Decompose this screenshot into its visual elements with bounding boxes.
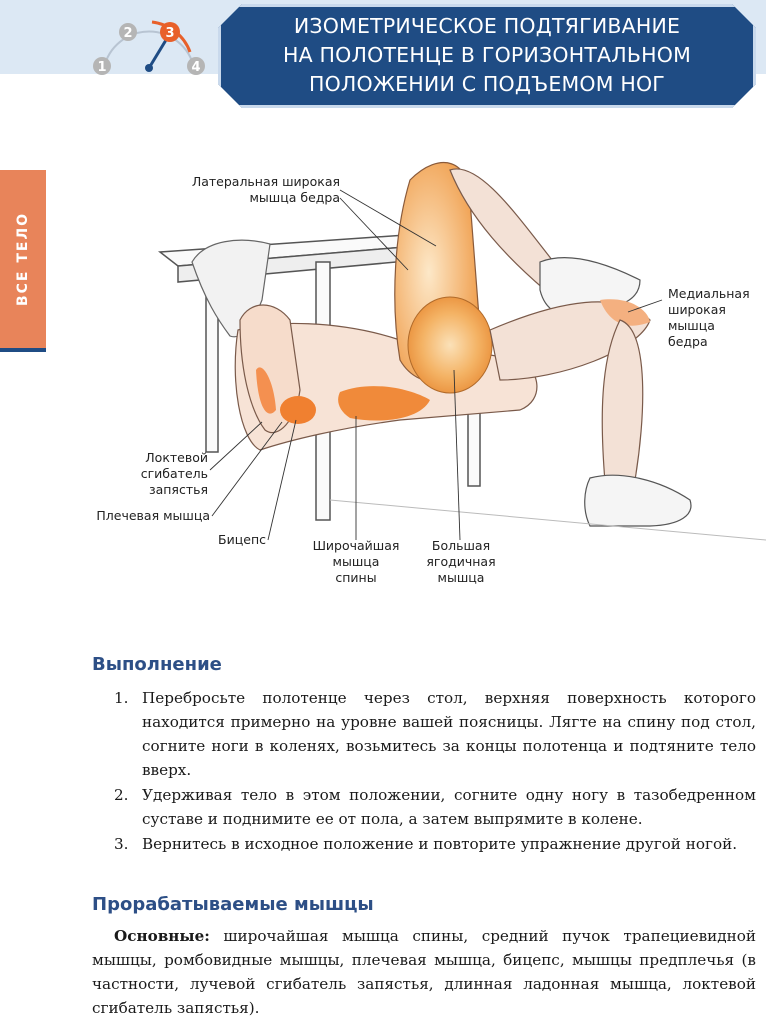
main-muscles-text: широчайшая мышца спины, средний пучок трапециевидной мышцы, ромбовидные мышцы, плечевая мышца, бицепс, мышцы предплечья (в частности, лучевой сгибатель запястья, длинная ладонная мышца, локтевой сгибатель запястья). <box>92 927 756 1017</box>
label-glute-line-1: Большая <box>431 538 491 553</box>
main-muscles-label: Основные: <box>114 927 210 945</box>
label-lat-line-3: спины <box>335 570 377 585</box>
label-flexor-line-3: запястья <box>148 482 208 497</box>
muscles-heading: Прорабатываемые мышцы <box>92 894 374 915</box>
level-4-label: 4 <box>191 60 201 75</box>
label-glute-line-2: ягодичная <box>426 554 496 569</box>
execution-heading: Выполнение <box>92 654 222 675</box>
label-vastus-lateralis <box>150 174 340 206</box>
title-line-2: НА ПОЛОТЕНЦЕ В ГОРИЗОНТАЛЬНОМ <box>282 43 691 67</box>
label-vastus-lateralis-line-1: Латеральная широкая <box>191 174 340 189</box>
label-flexor-line-1: Локтевой <box>145 450 208 465</box>
label-flexor-carpi-ulnaris <box>100 450 208 498</box>
label-gluteus-maximus <box>416 538 506 586</box>
label-latissimus-dorsi <box>306 538 406 586</box>
label-vastus-medialis <box>668 286 750 350</box>
level-3-label: 3 <box>165 26 175 41</box>
label-brachialis <box>60 508 210 524</box>
step-text: Перебросьте полотенце через стол, верхняя поверхность которого находится примерно на уровне вашей поясницы. Лягте на спину под стол, согните ноги в коленях, возьмитесь за концы полотенца и подтяните тело вверх. <box>142 689 756 779</box>
level-1-icon <box>93 57 111 75</box>
step-number: 2. <box>114 786 129 804</box>
title-line-3: ПОЛОЖЕНИИ С ПОДЪЕМОМ НОГ <box>308 72 666 96</box>
label-vastus-lateralis-line-2: мышца бедра <box>249 190 340 205</box>
step-item <box>92 686 756 782</box>
step-item <box>92 783 756 831</box>
gauge-needle <box>149 40 166 68</box>
label-biceps-line-1: Бицепс <box>218 532 266 547</box>
step-text: Удерживая тело в этом положении, согните одну ногу в тазобедренном суставе и поднимите ее от пола, а затем выпрямите в колене. <box>142 786 756 828</box>
level-2-label: 2 <box>123 26 133 41</box>
label-vastus-medialis-line-1: Медиальная <box>668 286 750 301</box>
label-lat-line-1: Широчайшая <box>312 538 400 553</box>
step-number: 1. <box>114 689 129 707</box>
label-biceps <box>180 532 266 548</box>
biceps-highlight <box>280 396 316 424</box>
level-2-icon <box>119 23 137 41</box>
difficulty-gauge <box>90 18 208 80</box>
label-vastus-medialis-line-3: мышца <box>668 318 715 333</box>
title-line-1: ИЗОМЕТРИЧЕСКОЕ ПОДТЯГИВАНИЕ <box>293 14 681 38</box>
muscles-paragraph <box>92 924 756 1020</box>
label-lat-line-2: мышца <box>332 554 380 569</box>
level-3-icon <box>160 22 180 42</box>
steps-list <box>92 686 756 857</box>
step-text: Вернитесь в исходное положение и повторите упражнение другой ногой. <box>142 835 738 853</box>
glute-highlight <box>408 297 492 393</box>
level-1-label: 1 <box>97 60 107 75</box>
label-brachialis-line-1: Плечевая мышца <box>96 508 210 523</box>
label-glute-line-3: мышца <box>437 570 485 585</box>
step-number: 3. <box>114 835 129 853</box>
side-tab-label: ВСЕ ТЕЛО <box>15 211 31 307</box>
label-vastus-medialis-line-4: бедра <box>668 334 708 349</box>
floor <box>330 500 766 540</box>
support-shoe <box>585 475 691 526</box>
exercise-title <box>218 12 756 99</box>
step-item <box>92 832 756 856</box>
level-4-icon <box>187 57 205 75</box>
label-flexor-line-2: сгибатель <box>140 466 208 481</box>
label-vastus-medialis-line-2: широкая <box>668 302 726 317</box>
